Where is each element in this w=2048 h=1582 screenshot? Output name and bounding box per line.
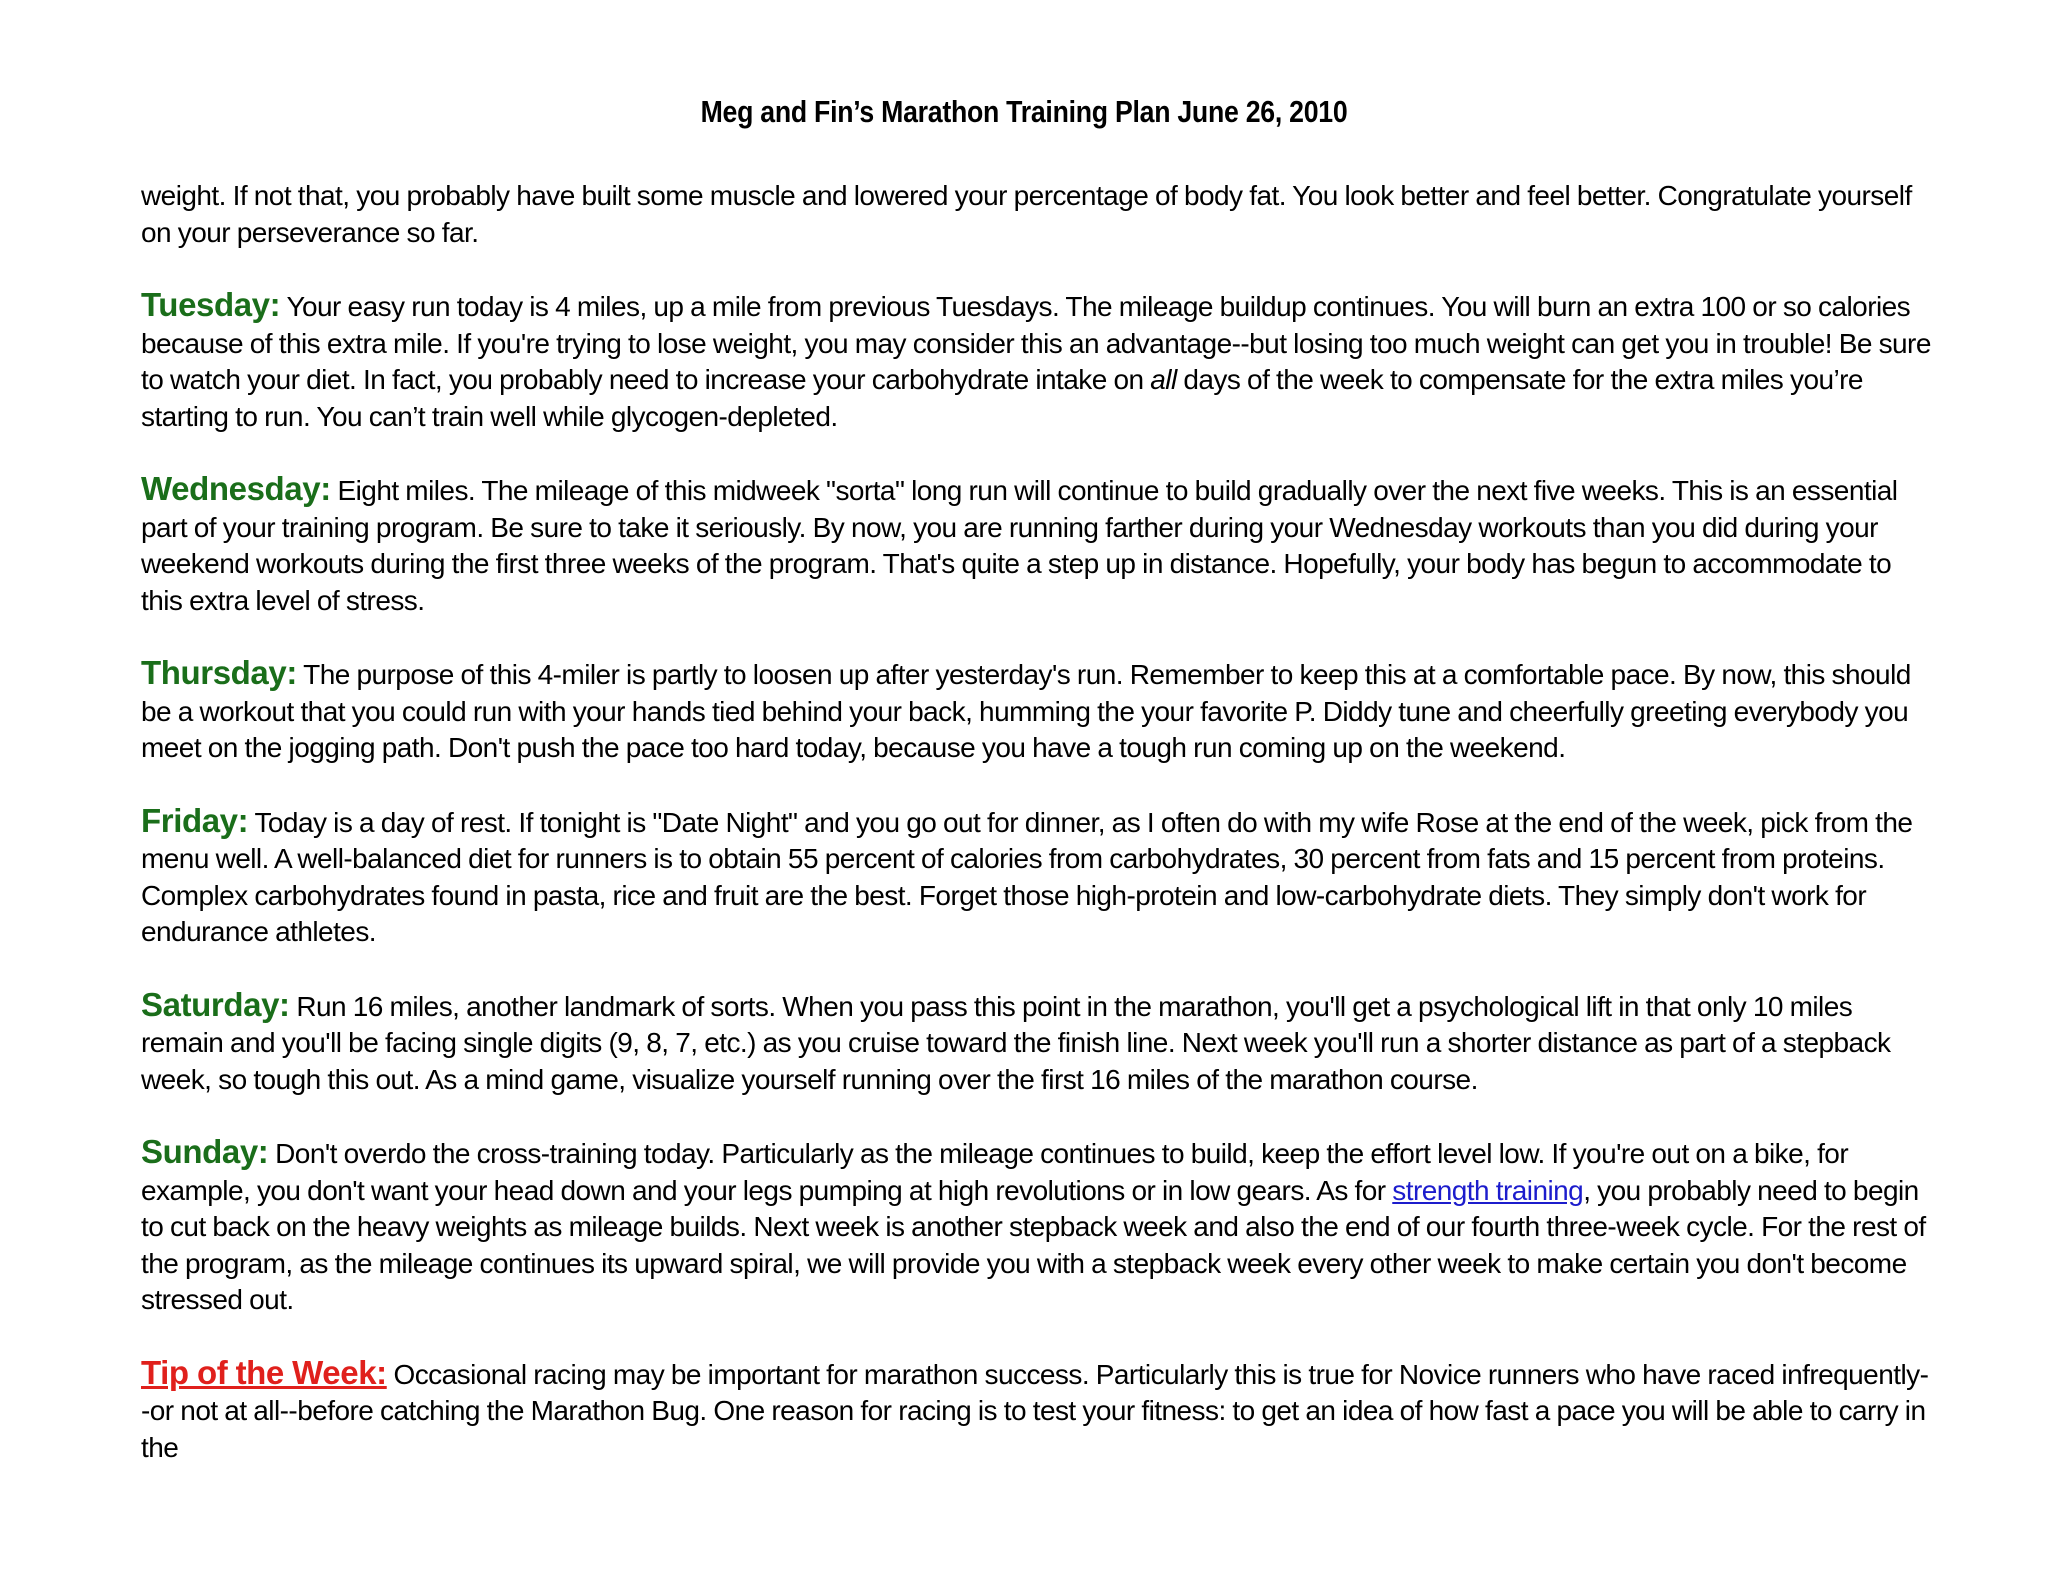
strength-training-link[interactable]: strength training — [1392, 1174, 1584, 1206]
sunday-paragraph — [141, 1134, 1931, 1319]
tip-heading: Tip of the Week: — [141, 1353, 387, 1391]
tip-text: Occasional racing may be important for marathon success. Particularly this is true for Novice runners who have raced infrequently--or not at all--before catching the Marathon Bug. One reason for racing is to test your fitness: to get an idea of how fast a pace you will be able to carry in the — [141, 1358, 1929, 1463]
document-body — [141, 178, 1931, 1502]
tuesday-text-continued: days of the week to compensate for the extra miles you’re starting to run. You can’t train well while glycogen-depleted. — [141, 364, 1863, 432]
tuesday-paragraph — [141, 287, 1931, 435]
intro-text: weight. If not that, you probably have built some muscle and lowered your percentage of body fat. You look better and feel better. Congratulate yourself on your perseverance so far. — [141, 180, 1912, 248]
intro-paragraph — [141, 178, 1931, 251]
tuesday-heading: Tuesday: — [141, 286, 281, 323]
saturday-paragraph — [141, 987, 1931, 1099]
thursday-text: The purpose of this 4-miler is partly to loosen up after yesterday's run. Remember to keep this at a comfortable pace. By now, this should be a workout that you could run with your hands tied behind your back, humming the your favorite P. Diddy tune and cheerfully greeting everybody you meet on the jogging path. Don't push the pace too hard today, because you have a tough run coming up on the weekend. — [141, 659, 1911, 763]
thursday-paragraph — [141, 655, 1931, 767]
tip-paragraph — [141, 1355, 1931, 1467]
sunday-text: Don't overdo the cross-training today. Particularly as the mileage continues to build, keep the effort level low. If you're out on a bike, for example, you don't want your head down and your legs pumping at high revolutions or in low gears. As for — [141, 1138, 1849, 1206]
friday-text: Today is a day of rest. If tonight is "Date Night" and you go out for dinner, as I often do with my wife Rose at the end of the week, pick from the menu well. A well-balanced diet for runners is to obtain 55 percent of calories from carbohydrates, 30 percent from fats and 15 percent from proteins. Complex carbohydrates found in pasta, rice and fruit are the best. Forget those high-protein and low-carbohydrate diets. They simply don't work for endurance athletes. — [141, 806, 1913, 947]
saturday-text: Run 16 miles, another landmark of sorts. When you pass this point in the marathon, you'll get a psychological lift in that only 10 miles remain and you'll be facing single digits (9, 8, 7, etc.) as you cruise toward the finish line. Next week you'll run a shorter distance as part of a stepback week, so tough this out. As a mind game, visualize yourself running over the first 16 miles of the marathon course. — [141, 990, 1891, 1095]
thursday-heading: Thursday: — [141, 654, 297, 691]
tuesday-emphasis: all — [1150, 364, 1177, 395]
friday-paragraph — [141, 803, 1931, 951]
wednesday-paragraph — [141, 471, 1931, 619]
wednesday-heading: Wednesday: — [141, 470, 331, 507]
sunday-heading: Sunday: — [141, 1133, 269, 1170]
friday-heading: Friday: — [141, 801, 249, 839]
tuesday-text: Your easy run today is 4 miles, up a mile from previous Tuesdays. The mileage buildup continues. You will burn an extra 100 or so calories because of this extra mile. If you're trying to lose weight, you may consider this an advantage--but losing too much weight can get you in trouble! Be sure to watch your diet. In fact, you probably need to increase your carbohydrate intake on — [141, 291, 1931, 395]
page-title: Meg and Fin’s Marathon Training Plan June 26, 2010 — [700, 94, 1348, 129]
wednesday-text: Eight miles. The mileage of this midweek "sorta" long run will continue to build gradually over the next five weeks. This is an essential part of your training program. Be sure to take it seriously. By now, you are running farther during your Wednesday workouts than you did during your weekend workouts during the first three weeks of the program. That's quite a step up in distance. Hopefully, your body has begun to accommodate to this extra level of stress. — [141, 475, 1898, 616]
sunday-text-continued: , you probably need to begin to cut back on the heavy weights as mileage builds. Next week is another stepback week and also the end of our fourth three-week cycle. For the rest of the program, as the mileage continues its upward spiral, we will provide you with a stepback week every other week to make certain you don't become stressed out. — [141, 1174, 1926, 1315]
saturday-heading: Saturday: — [141, 985, 290, 1023]
